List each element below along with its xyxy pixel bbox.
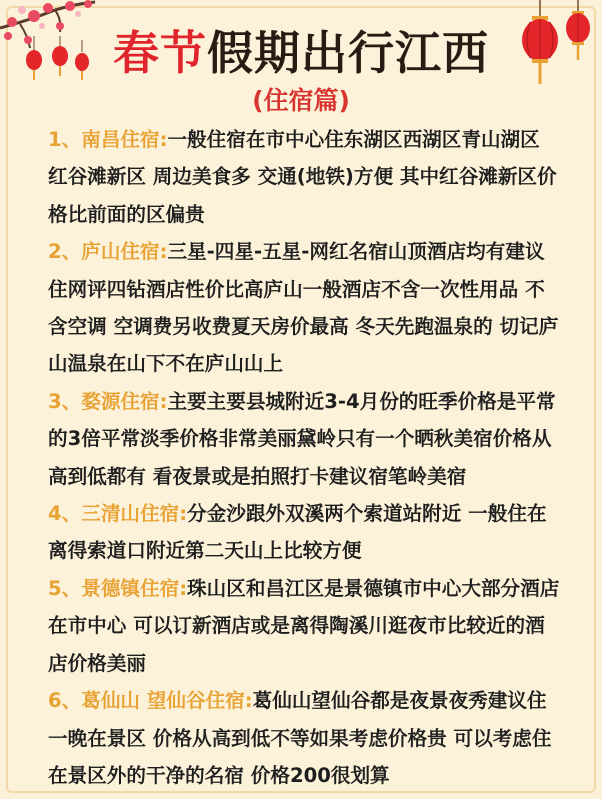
list-item	[48, 570, 564, 682]
list-item	[48, 233, 564, 383]
item-number: 2、	[48, 240, 82, 264]
item-text: 珠山区和昌江区是景德镇市中心大部分酒店在市中心 可以订新酒店或是离得陶溪川逛夜市比较近的酒店价格美丽	[48, 576, 560, 675]
item-number: 5、	[48, 576, 82, 600]
item-heading: 婺源住宿:	[81, 389, 168, 413]
title-main: 假期出行江西	[207, 26, 489, 80]
item-heading: 景德镇住宿:	[81, 576, 188, 600]
item-number: 6、	[48, 689, 82, 713]
item-list	[48, 121, 564, 794]
item-text: 一般住宿在市中心住东湖区西湖区青山湖区 红谷滩新区 周边美食多 交通(地铁)方便 其中红谷滩新区价格比前面的区偏贵	[48, 128, 557, 226]
list-item	[48, 682, 564, 794]
list-item	[48, 495, 564, 570]
list-item	[48, 121, 564, 233]
item-number: 3、	[48, 389, 82, 413]
item-heading: 葛仙山 望仙谷住宿:	[81, 689, 253, 713]
item-number: 4、	[48, 502, 82, 526]
item-text: 主要主要县城附近3-4月份的旺季价格是平常的3倍平常淡季价格非常美丽黛岭只有一个晒秋美宿价格从高到低都有 看夜景或是拍照打卡建议宿笔岭美宿	[48, 389, 556, 488]
page-subtitle: (住宿篇)	[252, 86, 350, 115]
list-item	[48, 383, 564, 495]
item-number: 1、	[48, 128, 82, 151]
item-text: 葛仙山望仙谷都是夜景夜秀建议住一晚在景区 价格从高到低不等如果考虑价格贵 可以考虑住在景区外的干净的名宿 价格200很划算	[48, 689, 552, 787]
item-heading: 庐山住宿:	[81, 240, 168, 264]
item-heading: 三清山住宿:	[81, 502, 188, 526]
item-text: 三星-四星-五星-网红名宿山顶酒店均有建议住网评四钻酒店性价比高庐山一般酒店不含一次性用品 不含空调 空调费另收费夏天房价最高 冬天先跑温泉的 切记庐山温泉在山下不在庐山山上	[48, 240, 559, 376]
title-highlight: 春节	[113, 26, 207, 80]
page-title	[0, 26, 602, 80]
item-text: 分金沙跟外双溪两个索道站附近 一般住在离得索道口附近第二天山上比较方便	[48, 502, 547, 563]
item-heading: 南昌住宿:	[81, 128, 168, 151]
